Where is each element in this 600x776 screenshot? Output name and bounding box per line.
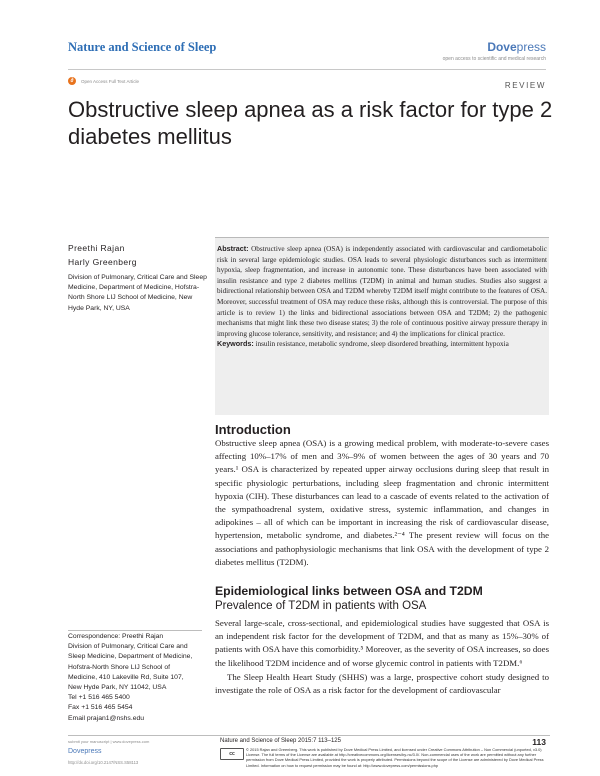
author-list <box>68 242 137 269</box>
abstract <box>215 244 549 339</box>
correspondence-email: Email prajan1@nshs.edu <box>68 714 145 722</box>
correspondence-line: Hofstra-North Shore LIJ School of <box>68 663 170 671</box>
publisher-prefix: Dove <box>487 40 517 54</box>
abstract-box <box>215 237 549 415</box>
body-paragraph: Several large-scale, cross-sectional, and epidemiological studies have suggested that OSA is an independent risk factor for the development of T2DM, and that as many as 15%–30% of patients with OSA have this comorbidity.⁵ Moreover, as the severity of OSA increases, so does the likelihood T2DM incidence and of worse glycemic control in patients with T2DM.⁶ <box>215 618 549 668</box>
footer-publisher-logo: Dovepress <box>68 748 102 755</box>
abstract-label: Abstract: <box>217 244 249 253</box>
article-title: Obstructive sleep apnea as a risk factor for type 2 diabetes mellitus <box>68 97 553 149</box>
correspondence-line: Fax +1 516 465 5454 <box>68 704 133 712</box>
correspondence-line: Tel +1 516 465 5400 <box>68 694 130 702</box>
page-number: 113 <box>532 737 546 747</box>
correspondence-line: Medicine, 410 Lakeville Rd, Suite 107, <box>68 673 184 681</box>
publisher-suffix: press <box>516 40 546 54</box>
author-name: Harly Greenberg <box>68 256 137 267</box>
doi-link[interactable]: http://dx.doi.org/10.2147/NSS.S58113 <box>68 760 139 765</box>
keywords-label: Keywords: <box>217 339 254 349</box>
license-text: © 2015 Rajan and Greenberg. This work is published by Dove Medical Press Limited, and licensed under Creative Commons Attribution – Non Commercial (unported, v3.0) License. The full terms of the License are available at http://creativecommons.org/licenses/by-nc/3.0/. Non-commercial uses of the work are permitted without any further permission from Dove Medical Press Limited, provided the work is properly attributed. Permissions beyond the scope of the License are administered by Dove Medical Press Limited. Information on how to request permission may be found at: http://www.dovepress.com/permissions.php <box>246 747 544 768</box>
open-access-label <box>68 77 139 85</box>
submit-link[interactable]: submit your manuscript | www.dovepress.com <box>68 739 150 744</box>
article-type: REVIEW <box>504 81 546 90</box>
correspondence-line: Division of Pulmonary, Critical Care and <box>68 643 188 651</box>
body-paragraph: The Sleep Health Heart Study (SHHS) was a large, prospective cohort study designed to investigate the role of OSA as a risk factor for the development of cardiovascular <box>215 672 549 696</box>
footer-divider <box>68 735 550 736</box>
correspondence-label: Correspondence: Preethi Rajan <box>68 633 164 640</box>
subsection-heading: Prevalence of T2DM in patients with OSA <box>215 600 427 612</box>
publisher-logo <box>487 40 546 54</box>
correspondence-line: Sleep Medicine, Department of Medicine, <box>68 653 193 661</box>
introduction-heading: Introduction <box>215 422 291 437</box>
correspondence-line: New Hyde Park, NY 11042, USA <box>68 684 167 692</box>
open-access-icon: ∂ <box>68 77 76 85</box>
creative-commons-icon: cc <box>220 748 244 760</box>
journal-name: Nature and Science of Sleep <box>68 40 217 54</box>
publisher-tagline: open access to scientific and medical research <box>442 56 546 62</box>
header-divider <box>68 69 546 70</box>
introduction-paragraph: Obstructive sleep apnea (OSA) is a growing medical problem, with moderate-to-severe cases affecting 10%–17% of men and 3%–9% of women between the ages of 30 years and 70 years.¹ OSA is characterized by repeated upper airway occlusions during sleep that result in specific physiologic perturbations, including sleep fragmentation and chronic intermittent hypoxia (CIH). These disturbances can lead to a cascade of events related to the activation of the sympathoadrenal system, oxidative stress, systemic inflammation, and changes in adipokines – all of which can be important in increasing the risk of cardiovascular disease, hypertension, metabolic syndrome, and diabetes.²⁻⁴ The present review will focus on the associations and pathophysiologic mechanisms that link OSA with the development of type 2 diabetes mellitus (T2DM). <box>215 438 549 567</box>
keywords-text: insulin resistance, metabolic syndrome, sleep disordered breathing, intermittent hypoxia <box>253 340 509 349</box>
affiliation: Division of Pulmonary, Critical Care and Sleep Medicine, Department of Medicine, Hofstra-North Shore LIJ School of Medicine, New Hyde Park, NY, USA <box>68 274 207 312</box>
author-name: Preethi Rajan <box>68 243 125 253</box>
keywords <box>215 339 549 350</box>
correspondence <box>68 632 208 724</box>
correspondence-divider <box>68 630 202 631</box>
section-heading: Epidemiological links between OSA and T2DM <box>215 584 483 598</box>
citation: Nature and Science of Sleep 2015:7 113–125 <box>220 738 341 744</box>
abstract-text: Obstructive sleep apnea (OSA) is independently associated with cardiovascular and cardiometabolic risk in several large epidemiologic studies. OSA leads to several physiologic disturbances such as intermittent hypoxia, sleep fragmentation, and increase in autonomic tone. These disturbances have been associated with insulin resistance and type 2 diabetes mellitus (T2DM) in animal and human studies. Studies also suggest a bidirectional relationship between OSA and T2DM whereby T2DM itself might contribute to the features of OSA. Moreover, successful treatment of OSA may reduce these risks, although this is controversial. The purpose of this article is to review 1) the links and bidirectional associations between OSA and T2DM; 2) the pathogenic mechanisms that might link these two disease states; 3) the role of continuous positive airway pressure therapy in improving glucose tolerance, sensitivity, and resistance; and 4) the implications for clinical practice. <box>217 245 547 338</box>
open-access-text: Open Access Full Text Article <box>81 78 139 84</box>
